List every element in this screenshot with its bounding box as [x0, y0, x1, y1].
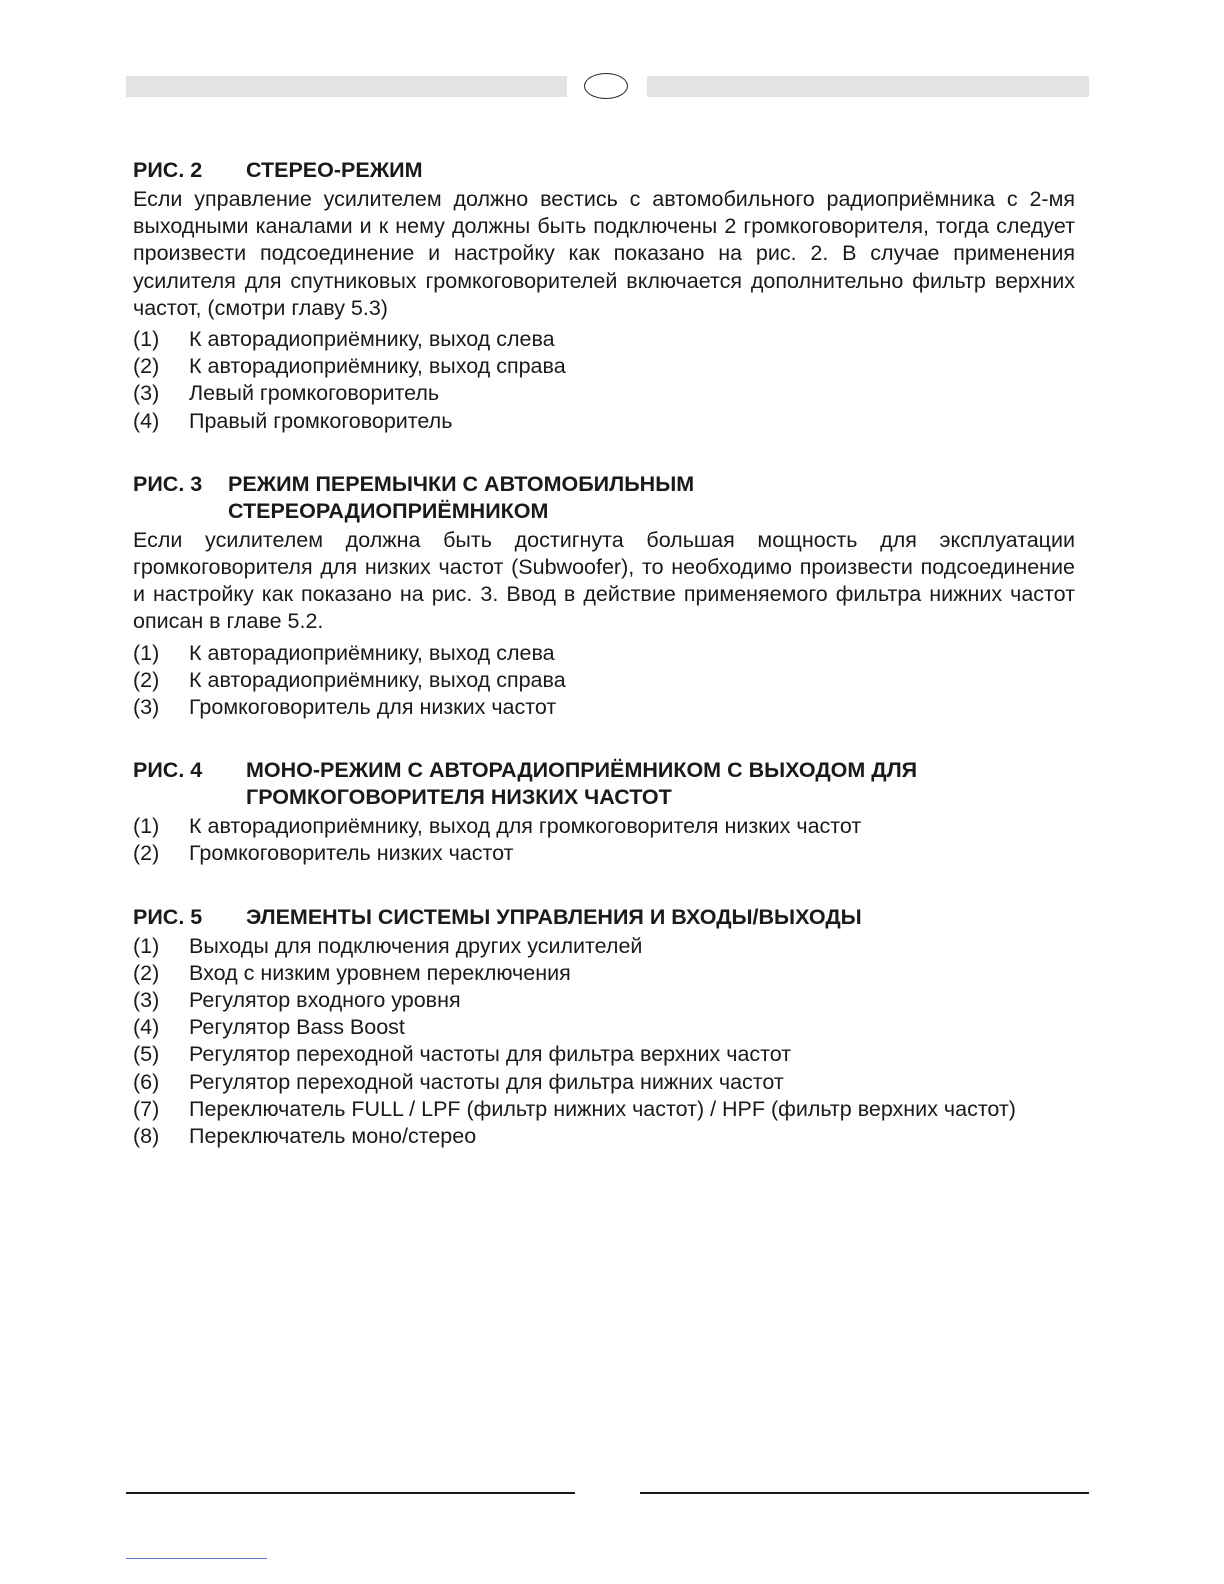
item-number: (3) [133, 381, 160, 406]
section-heading [133, 157, 1075, 184]
legend-list [133, 326, 1075, 435]
section-heading [133, 904, 1075, 931]
legend-list [133, 933, 1075, 1151]
list-item [133, 987, 1075, 1014]
list-item [133, 1041, 1075, 1068]
list-item [133, 960, 1075, 987]
item-number: (2) [133, 354, 160, 379]
item-number: (1) [133, 933, 160, 958]
list-item [133, 694, 1075, 721]
footer-link-underline [126, 1558, 267, 1559]
header-band-left [126, 76, 567, 97]
item-text: Громкоговоритель низких частот [189, 841, 514, 866]
list-item [133, 1069, 1075, 1096]
list-item [133, 813, 1075, 840]
item-text: Левый громкоговоритель [189, 381, 440, 406]
section-paragraph: Если усилителем должна быть достигнута большая мощность для эксплуатации громкоговорителя для низких частот (Subwoofer), то необходимо произвести подсоединение и настройку как показано на рис. 3. Ввод в действие применяемого фильтра нижних частот описан в главе 5.2. [133, 527, 1075, 634]
section-fig-4 [133, 757, 1075, 867]
item-text: Громкоговоритель для низких частот [189, 695, 557, 720]
list-item [133, 1096, 1075, 1123]
list-item [133, 640, 1075, 667]
language-badge-oval [584, 73, 628, 99]
section-heading [133, 471, 1075, 525]
item-number: (5) [133, 1042, 160, 1067]
section-fig-3 [133, 471, 1075, 721]
item-text: Переключатель FULL / LPF (фильтр нижних частот) / HPF (фильтр верхних частот) [189, 1096, 1016, 1121]
list-item [133, 933, 1075, 960]
header-band-right [647, 76, 1089, 97]
item-number: (3) [133, 695, 160, 720]
item-number: (1) [133, 814, 160, 839]
list-item [133, 667, 1075, 694]
section-title: МОНО-РЕЖИМ С АВТОРАДИОПРИЁМНИКОМ С ВЫХОДОМ ДЛЯ ГРОМКОГОВОРИТЕЛЯ НИЗКИХ ЧАСТОТ [246, 758, 918, 810]
item-number: (8) [133, 1124, 160, 1149]
legend-list [133, 813, 1075, 867]
figure-label: РИС. 5 [133, 904, 203, 929]
section-title: РЕЖИМ ПЕРЕМЫЧКИ С АВТОМОБИЛЬНЫМ СТЕРЕОРАДИОПРИЁМНИКОМ [228, 471, 695, 523]
figure-label: РИС. 2 [133, 158, 203, 182]
item-number: (2) [133, 841, 160, 866]
item-number: (1) [133, 640, 160, 665]
item-number: (4) [133, 1015, 160, 1040]
item-number: (7) [133, 1096, 160, 1121]
legend-list [133, 640, 1075, 722]
list-item [133, 326, 1075, 353]
item-text: К авторадиоприёмнику, выход слева [189, 327, 555, 352]
list-item [133, 353, 1075, 380]
figure-label: РИС. 3 [133, 471, 203, 496]
list-item [133, 1123, 1075, 1150]
item-text: Регулятор переходной частоты для фильтра верхних частот [189, 1042, 792, 1067]
section-fig-5 [133, 904, 1075, 1151]
list-item [133, 380, 1075, 407]
section-paragraph: Если управление усилителем должно вестись с автомобильного радиоприёмника с 2-мя выходными каналами и к нему должны быть подключены 2 громкоговорителя, тогда следует произвести подсоединение и настройку как показано на рис. 2. В случае применения усилителя для спутниковых громкоговорителей включается дополнительно фильтр верхних частот, (смотри главу 5.3) [133, 187, 1075, 320]
page-content [133, 157, 1075, 1186]
item-text: Регулятор переходной частоты для фильтра нижних частот [189, 1069, 784, 1094]
item-number: (4) [133, 408, 160, 433]
section-heading [133, 757, 1075, 811]
item-number: (2) [133, 960, 160, 985]
item-text: Переключатель моно/стерео [189, 1124, 477, 1149]
section-fig-2 [133, 157, 1075, 435]
item-text: К авторадиоприёмнику, выход слева [189, 640, 555, 665]
footer-rule-right [640, 1492, 1089, 1494]
item-number: (6) [133, 1069, 160, 1094]
section-title: СТЕРЕО-РЕЖИМ [246, 158, 423, 182]
section-title: ЭЛЕМЕНТЫ СИСТЕМЫ УПРАВЛЕНИЯ И ВХОДЫ/ВЫХОДЫ [246, 904, 862, 929]
item-text: Правый громкоговоритель [189, 408, 453, 433]
figure-label: РИС. 4 [133, 758, 203, 783]
item-text: К авторадиоприёмнику, выход для громкоговорителя низких частот [189, 814, 862, 839]
item-text: Выходы для подключения других усилителей [189, 933, 643, 958]
item-text: К авторадиоприёмнику, выход справа [189, 667, 566, 692]
item-number: (2) [133, 667, 160, 692]
footer-rule-left [126, 1492, 575, 1494]
item-number: (3) [133, 988, 160, 1013]
item-text: Регулятор Bass Boost [189, 1015, 405, 1040]
list-item [133, 408, 1075, 435]
item-text: Вход с низким уровнем переключения [189, 960, 571, 985]
list-item [133, 1014, 1075, 1041]
item-text: Регулятор входного уровня [189, 988, 461, 1013]
list-item [133, 840, 1075, 867]
item-text: К авторадиоприёмнику, выход справа [189, 354, 566, 379]
item-number: (1) [133, 327, 160, 352]
